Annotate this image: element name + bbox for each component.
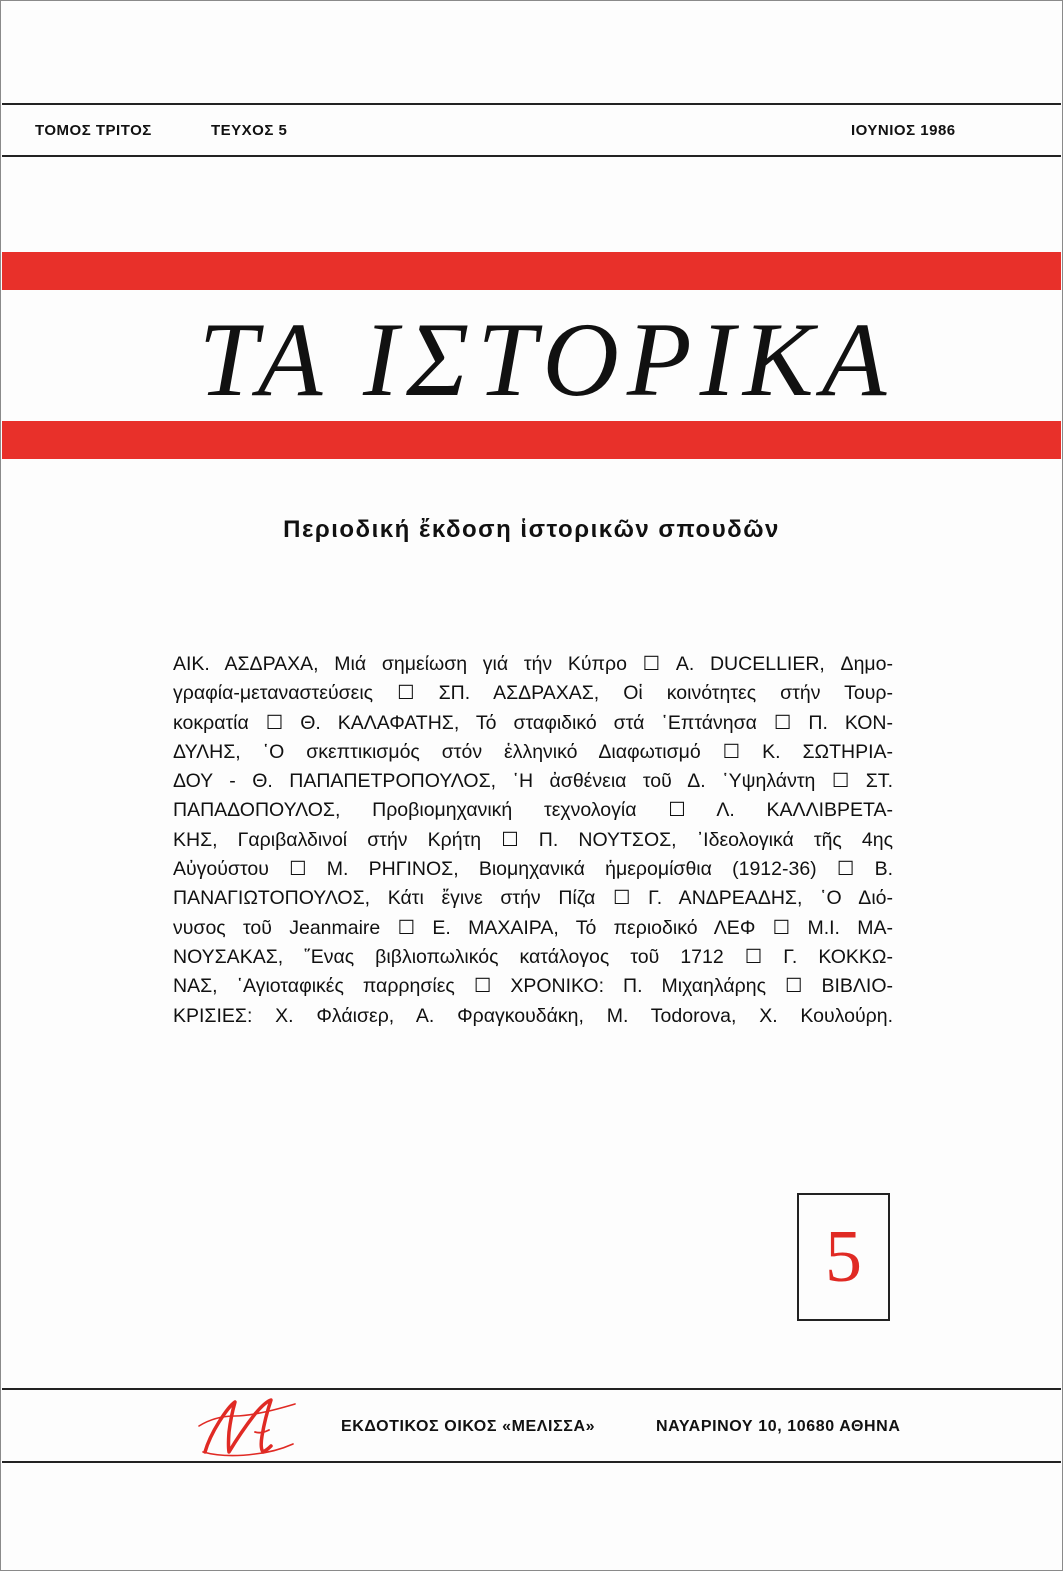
red-bar-top: [2, 252, 1061, 290]
contents-line: ΚΡΙΣΙΕΣ: Χ. Φλάισερ, Α. Φραγκουδάκη, M. Todorova, Χ. Κουλούρη.: [173, 1004, 893, 1027]
red-bar-bottom: [2, 421, 1061, 459]
header-top-rule: [2, 103, 1061, 105]
footer-bottom-rule: [2, 1461, 1061, 1463]
issue-number-box: 5: [797, 1193, 890, 1321]
publisher-name: ΕΚΔΟΤΙΚΟΣ ΟΙΚΟΣ «ΜΕΛΙΣΣΑ»: [341, 1418, 596, 1435]
volume-label: ΤΟΜΟΣ ΤΡΙΤΟΣ: [35, 122, 152, 139]
contents-line: ΝΑΣ, ῾Αγιοταφικές παρρησίες ☐ ΧΡΟΝΙΚΟ: Π. Μιχαηλάρης ☐ ΒΙΒΛΙΟ-: [173, 975, 893, 998]
footer-top-rule: [2, 1388, 1061, 1390]
header-bottom-rule: [2, 155, 1061, 157]
publisher-address: ΝΑΥΑΡΙΝΟΥ 10, 10680 ΑΘΗΝΑ: [656, 1418, 901, 1435]
masthead-title: ΤΑ ΙΣΤΟΡΙΚΑ: [198, 301, 895, 418]
contents-line: ΠΑΠΑΔΟΠΟΥΛΟΣ, Προβιομηχανική τεχνολογία ☐ Λ. ΚΑΛΛΙΒΡΕΤΑ-: [173, 799, 893, 822]
contents-line: ΔΥΛΗΣ, ῾Ο σκεπτικισμός στόν ἑλληνικό Διαφωτισμό ☐ Κ. ΣΩΤΗΡΙΑ-: [173, 740, 893, 763]
contents-line: ΝΟΥΣΑΚΑΣ, ῞Ενας βιβλιοπωλικός κατάλογος τοῦ 1712 ☐ Γ. ΚΟΚΚΩ-: [173, 945, 893, 968]
contents-line: ΔΟΥ - Θ. ΠΑΠΑΠΕΤΡΟΠΟΥΛΟΣ, ῾Η ἀσθένεια τοῦ Δ. ῾Υψηλάντη ☐ ΣΤ.: [173, 770, 893, 793]
contents-line: ΠΑΝΑΓΙΩΤΟΠΟΥΛΟΣ, Κάτι ἔγινε στήν Πίζα ☐ Γ. ΑΝΔΡΕΑΔΗΣ, ῾Ο Διό-: [173, 887, 893, 910]
melissa-logo-icon: [195, 1392, 315, 1462]
contents-line: Αὐγούστου ☐ Μ. ΡΗΓΙΝΟΣ, Βιομηχανικά ἡμερομίσθια (1912-36) ☐ Β.: [173, 858, 893, 881]
contents-line: ΚΗΣ, Γαριβαλδινοί στήν Κρήτη ☐ Π. ΝΟΥΤΣΟΣ, ᾿Ιδεολογικά τῆς 4ης: [173, 828, 893, 851]
issue-header: [0, 118, 1063, 144]
contents-line: γραφία-μεταναστεύσεις ☐ ΣΠ. ΑΣΔΡΑΧΑΣ, Οἱ κοινότητες στήν Τουρ-: [173, 682, 893, 705]
issue-label: ΤΕΥΧΟΣ 5: [211, 122, 288, 139]
masthead-subtitle: Περιοδική ἔκδοση ἱστορικῶν σπουδῶν: [283, 516, 780, 543]
date-label: ΙΟΥΝΙΟΣ 1986: [851, 122, 956, 139]
contents-block: [173, 650, 893, 1031]
contents-line: νυσος τοῦ Jeanmaire ☐ Ε. ΜΑΧΑΙΡΑ, Τό περιοδικό ΛΕΦ ☐ Μ.Ι. ΜΑ-: [173, 916, 893, 939]
contents-line: ΑΙΚ. ΑΣΔΡΑΧΑ, Μιά σημείωση γιά τήν Κύπρο ☐ A. DUCELLIER, Δημο-: [173, 653, 893, 675]
melissa-logo: [195, 1392, 315, 1462]
contents-line: κοκρατία ☐ Θ. ΚΑΛΑΦΑΤΗΣ, Τό σταφιδικό στά ῾Επτάνησα ☐ Π. ΚΟΝ-: [173, 711, 893, 734]
